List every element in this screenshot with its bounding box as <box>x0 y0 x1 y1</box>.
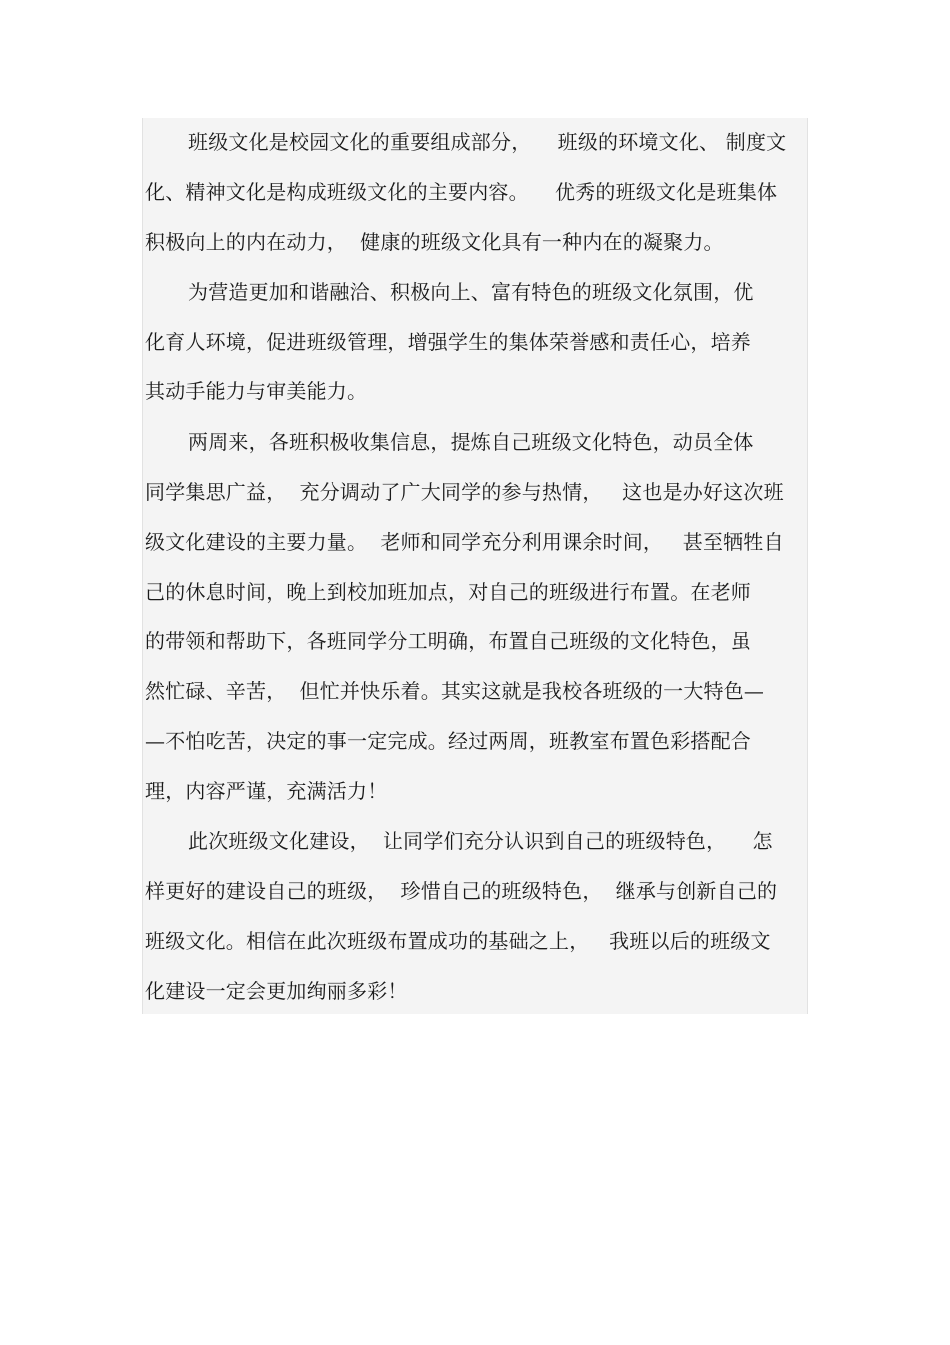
paragraph-3-line-1: 两周来，各班积极收集信息，提炼自己班级文化特色，动员全体 <box>188 430 754 454</box>
paragraph-3-line-3: 级文化建设的主要力量。 老师和同学充分利用课余时间， 甚至牺牲自 <box>145 530 784 554</box>
paragraph-1-line-1: 班级文化是校园文化的重要组成部分， 班级的环境文化、 制度文 <box>188 130 787 154</box>
paragraph-3-line-5: 的带领和帮助下，各班同学分工明确，布置自己班级的文化特色，虽 <box>145 629 751 653</box>
document-text-area <box>142 118 808 1014</box>
paragraph-3-line-7: —不怕吃苦，决定的事一定完成。经过两周，班教室布置色彩搭配合 <box>145 729 751 753</box>
paragraph-1-line-3: 积极向上的内在动力， 健康的班级文化具有一种内在的凝聚力。 <box>145 230 724 254</box>
paragraph-4-line-3: 班级文化。相信在此次班级布置成功的基础之上， 我班以后的班级文 <box>145 929 771 953</box>
paragraph-3-line-4: 己的休息时间，晚上到校加班加点，对自己的班级进行布置。在老师 <box>145 580 751 604</box>
paragraph-4-line-1: 此次班级文化建设， 让同学们充分认识到自己的班级特色， 怎 <box>188 829 773 853</box>
paragraph-4-line-2: 样更好的建设自己的班级， 珍惜自己的班级特色， 继承与创新自己的 <box>145 879 778 903</box>
paragraph-2-line-1: 为营造更加和谐融洽、积极向上、富有特色的班级文化氛围，优 <box>188 280 754 304</box>
paragraph-3-line-2: 同学集思广益， 充分调动了广大同学的参与热情， 这也是办好这次班 <box>145 480 784 504</box>
paragraph-3-line-6: 然忙碌、辛苦， 但忙并快乐着。其实这就是我校各班级的一大特色— <box>145 679 765 703</box>
paragraph-2-line-3: 其动手能力与审美能力。 <box>145 379 368 403</box>
paragraph-1-line-2: 化、精神文化是构成班级文化的主要内容。 优秀的班级文化是班集体 <box>145 180 778 204</box>
paragraph-3-line-8: 理，内容严谨，充满活力！ <box>145 779 388 803</box>
paragraph-2-line-2: 化育人环境，促进班级管理，增强学生的集体荣誉感和责任心，培养 <box>145 330 751 354</box>
paragraph-4-line-4: 化建设一定会更加绚丽多彩！ <box>145 979 408 1003</box>
